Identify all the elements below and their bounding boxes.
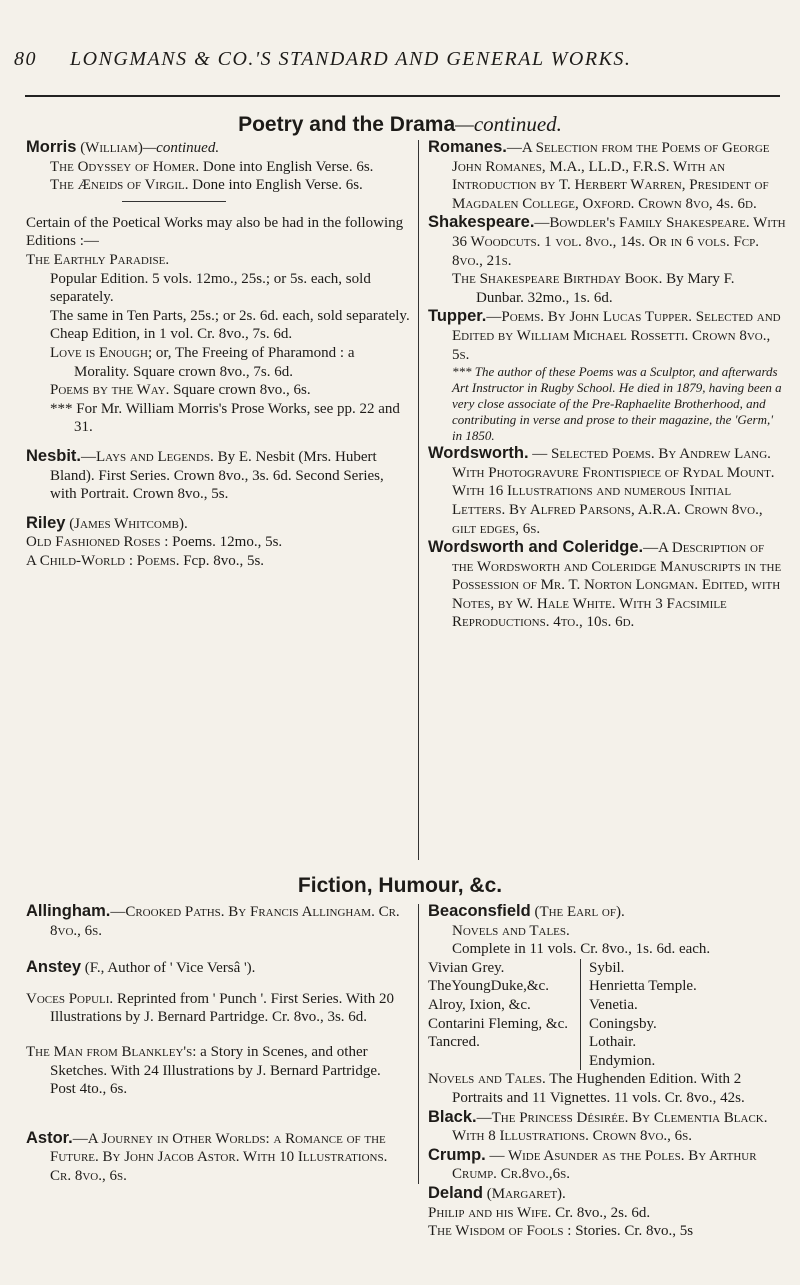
entry-wisdom-of-fools: The Wisdom of Fools : Stories. Cr. 8vo., 5s — [428, 1223, 694, 1240]
novel-title: Contarini Fleming, &c. — [428, 1015, 568, 1032]
entry-poems-by-the-way: Poems by the Way. Square crown 8vo., 6s. — [50, 382, 311, 399]
novel-title: Tancred. — [428, 1034, 480, 1051]
novel-title: Alroy, Ixion, &c. — [428, 996, 531, 1013]
entry-astor: Astor.—A Journey in Other Worlds: a Romance of the Future. By John Jacob Astor. With 10 Illustrations. Cr. 8vo., 6s. — [26, 1128, 388, 1184]
section-title-poetry — [0, 112, 800, 137]
entry-crump: Crump. — Wide Asunder as the Poles. By Arthur Crump. Cr.8vo.,6s. — [428, 1145, 757, 1183]
earthly-parts: The same in Ten Parts, 25s.; or 2s. 6d. each, sold separately. — [50, 307, 410, 324]
entry-earthly-paradise: The Earthly Paradise. — [26, 251, 170, 268]
novel-title: Venetia. — [589, 996, 638, 1013]
morris-prose-note: *** For Mr. William Morris's Prose Works, see pp. 22 and 31. — [50, 400, 400, 436]
page-number: 80 — [14, 48, 37, 70]
certain-editions-note: Certain of the Poetical Works may also be had in the following Editions :— — [26, 214, 404, 250]
column-divider — [418, 140, 419, 860]
novel-titles-right — [581, 959, 697, 1071]
novel-title: Sybil. — [589, 959, 625, 976]
novel-title: Lothair. — [589, 1034, 637, 1051]
section-title-text: Poetry and the Drama — [238, 113, 456, 136]
entry-anstey: Anstey (F., Author of ' Vice Versâ '). — [26, 958, 256, 977]
fiction-right-column — [428, 902, 786, 1241]
poetry-left-column — [26, 138, 410, 570]
divider — [122, 201, 226, 202]
entry-wordsworth: Wordsworth. — Selected Poems. By Andrew Lang. With Photogravure Frontispiece of Rydal Mount. With 16 Illustrations and numerous Initial Letters. By Alfred Parsons, A.R.A. Crown 8vo., gilt edges, 6s. — [428, 444, 775, 537]
section-title-fiction: Fiction, Humour, &c. — [297, 874, 503, 897]
entry-riley: Riley (James Whitcomb). — [26, 513, 188, 532]
earthly-popular: Popular Edition. 5 vols. 12mo., 25s.; or 5s. each, sold separately. — [50, 270, 371, 306]
entry-black: Black.—The Princess Désirée. By Clementia Black. With 8 Illustrations. Crown 8vo., 6s. — [428, 1107, 768, 1145]
entry-deland: Deland (Margaret). — [428, 1183, 566, 1202]
novel-title: Henrietta Temple. — [589, 978, 697, 995]
entry-blankley: The Man from Blankley's: a Story in Scenes, and other Sketches. With 24 Illustrations by J. Bernard Partridge. Post 4to., 6s. — [26, 1043, 381, 1098]
entry-philip: Philip and his Wife. Cr. 8vo., 2s. 6d. — [428, 1204, 651, 1221]
novel-title: Vivian Grey. — [428, 959, 505, 976]
entry-odyssey: The Odyssey of Homer. Done into English Verse. 6s. — [50, 158, 374, 175]
poetry-right-column — [428, 138, 786, 632]
novel-title: TheYoungDuke,&c. — [428, 978, 549, 995]
entry-voces-populi: Voces Populi. Reprinted from ' Punch '. First Series. With 20 Illustrations by J. Bernard Partridge. Cr. 8vo., 3s. 6d. — [26, 990, 394, 1026]
novels-complete: Complete in 11 vols. Cr. 8vo., 1s. 6d. each. — [452, 941, 711, 958]
entry-allingham: Allingham.—Crooked Paths. By Francis Allingham. Cr. 8vo., 6s. — [26, 902, 400, 939]
entry-nesbit: Nesbit.—Lays and Legends. By E. Nesbit (Mrs. Hubert Bland). First Series. Crown 8vo., 3s. 6d. Second Series, with Portrait. Crown 8vo., 5s. — [26, 446, 384, 503]
fiction-left-column — [26, 902, 410, 1186]
entry-child-world: A Child-World : Poems. Fcp. 8vo., 5s. — [26, 552, 265, 569]
entry-tupper: Tupper.—Poems. By John Lucas Tupper. Selected and Edited by William Michael Rossetti. Crown 8vo., 5s. — [428, 307, 781, 363]
novel-title: Coningsby. — [589, 1015, 657, 1032]
header-rule — [25, 95, 780, 97]
running-title: LONGMANS & CO.'S STANDARD AND GENERAL WORKS. — [70, 48, 632, 70]
novel-title: Endymion. — [589, 1052, 656, 1069]
entry-wordsworth-coleridge: Wordsworth and Coleridge.—A Description of the Wordsworth and Coleridge Manuscripts in the Possession of Mr. T. Norton Longman. Edited, with Notes, by W. Hale White. With 3 Facsimile Reproductions. 4to., 10s. 6d. — [428, 538, 782, 631]
entry-old-fashioned-roses: Old Fashioned Roses : Poems. 12mo., 5s. — [26, 534, 283, 551]
earthly-cheap: Cheap Edition, in 1 vol. Cr. 8vo., 7s. 6d. — [50, 326, 293, 343]
entry-shakespeare: Shakespeare.—Bowdler's Family Shakespeare. With 36 Woodcuts. 1 vol. 8vo., 14s. Or in 6 vols. Fcp. 8vo., 21s. — [428, 213, 786, 269]
entry-love-is-enough: Love is Enough; or, The Freeing of Pharamond : a Morality. Square crown 8vo., 7s. 6d. — [50, 344, 355, 380]
section-continued: —continued. — [455, 112, 562, 136]
entry-hughenden: Novels and Tales. The Hughenden Edition. With 2 Portraits and 11 Vignettes. 11 vols. Cr. 8vo., 42s. — [428, 1071, 745, 1106]
entry-birthday-book: The Shakespeare Birthday Book. By Mary F. Dunbar. 32mo., 1s. 6d. — [452, 271, 735, 306]
tupper-note: *** The author of these Poems was a Sculptor, and afterwards Art Instructor in Rugby School. He died in 1879, having been a very close associate of the Pre-Raphaelite Brotherhood, and contributing in verse and prose to their magazine, the 'Germ,' in 1850. — [452, 364, 782, 444]
novel-titles-left — [428, 959, 581, 1071]
entry-romanes: Romanes.—A Selection from the Poems of George John Romanes, M.A., LL.D., F.R.S. With an Introduction by T. Herbert Warren, President of Magdalen College, Oxford. Crown 8vo, 4s. 6d. — [428, 138, 770, 212]
entry-beaconsfield: Beaconsfield (The Earl of). — [428, 902, 625, 920]
novel-titles-table — [428, 959, 786, 1071]
entry-novels-and-tales: Novels and Tales. — [452, 922, 570, 939]
entry-morris: Morris (William)—continued. — [26, 138, 220, 156]
column-divider-fiction — [418, 904, 419, 1184]
entry-aeneids: The Æneids of Virgil. Done into English Verse. 6s. — [50, 177, 363, 194]
